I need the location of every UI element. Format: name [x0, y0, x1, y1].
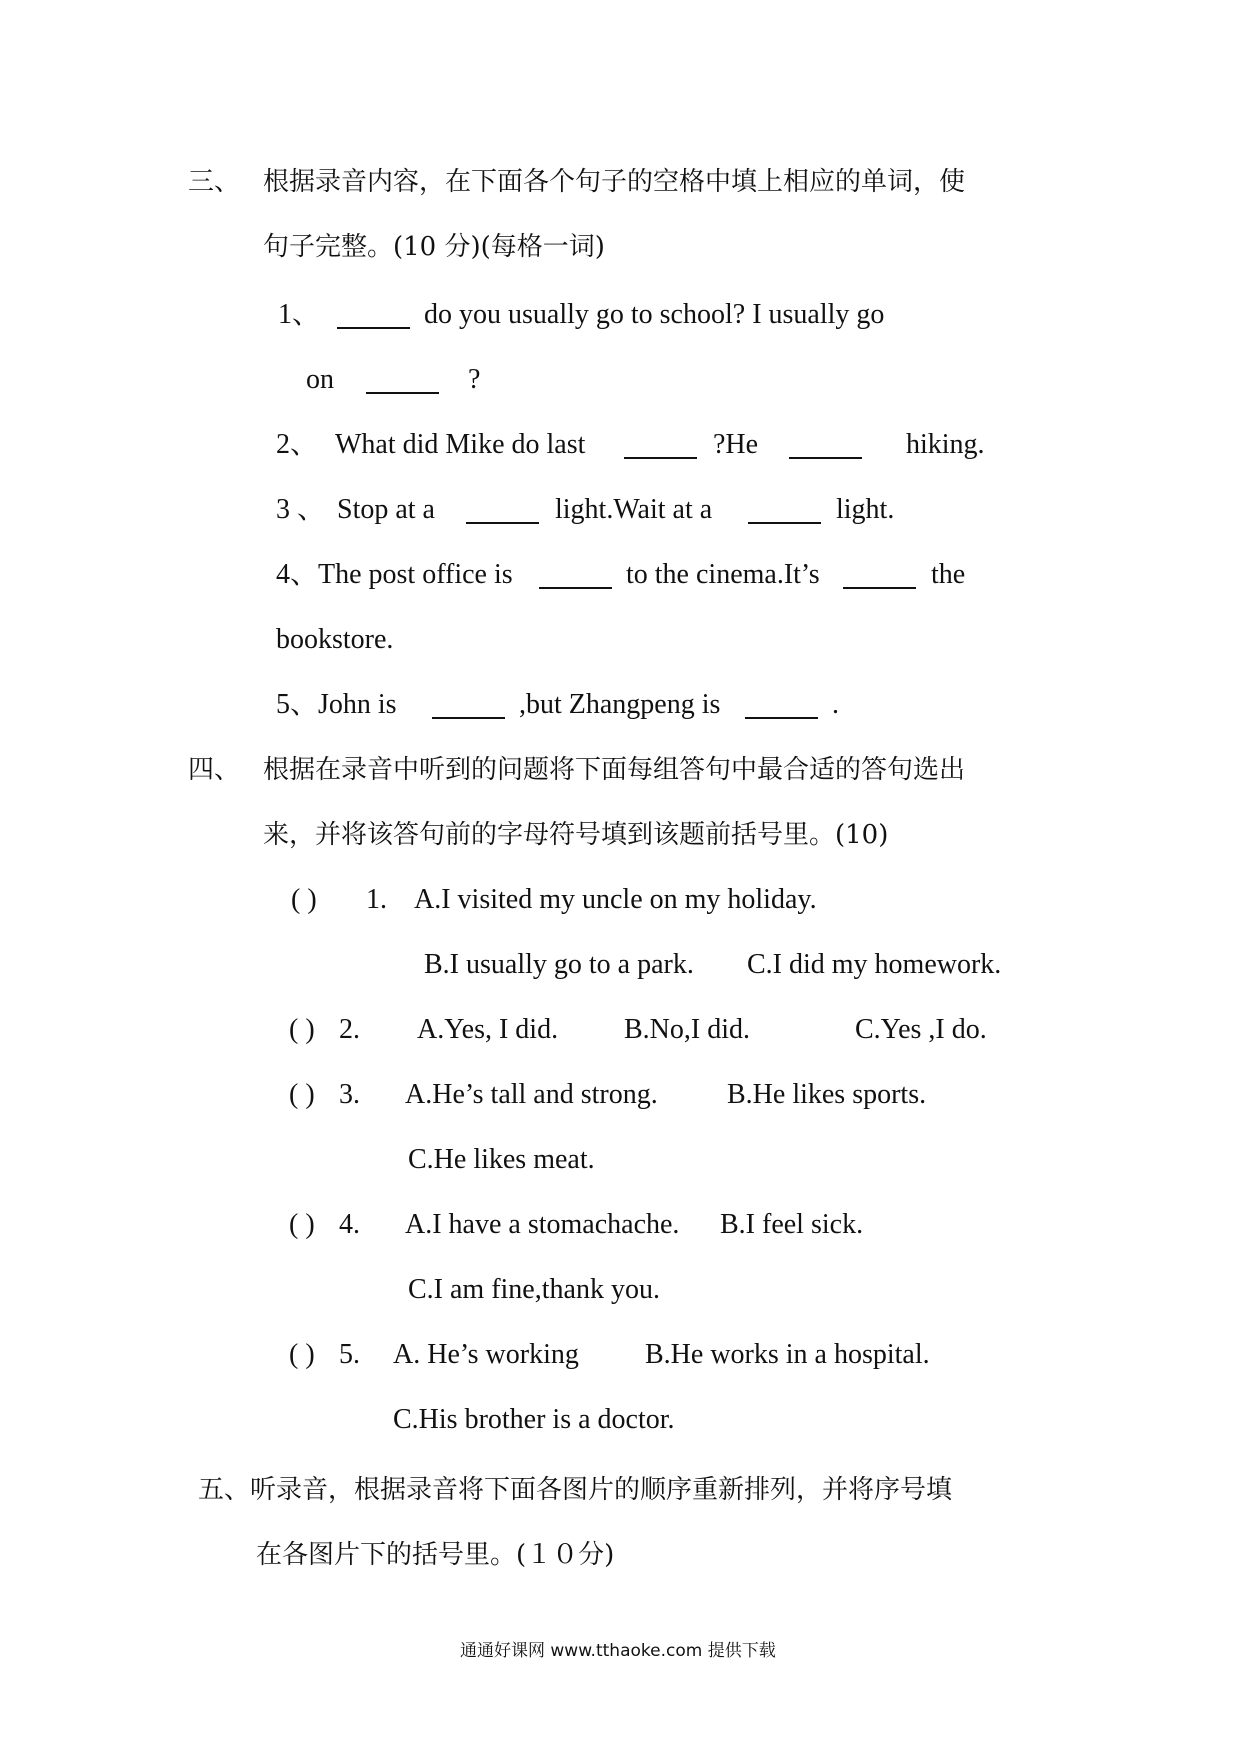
- section4-number: 四、: [188, 755, 241, 785]
- s4-q5-answer-paren[interactable]: ( ): [289, 1339, 315, 1370]
- s4-q1-option-c: C.I did my homework.: [747, 949, 1002, 980]
- s4-q2-option-b: B.No,I did.: [624, 1014, 750, 1045]
- s3-q4-text-a: 4、The post office is: [276, 559, 513, 590]
- s3-q2-blank-2[interactable]: [789, 457, 862, 459]
- s4-q4-option-c: C.I am fine,thank you.: [408, 1274, 660, 1305]
- s4-q4-option-a: A.I have a stomachache.: [405, 1209, 680, 1240]
- s3-q4-blank-2[interactable]: [843, 587, 916, 589]
- s3-q2-text-c: hiking.: [906, 429, 985, 460]
- s4-q1-option-a: A.I visited my uncle on my holiday.: [414, 884, 817, 915]
- s3-q3-text-b: light.Wait at a: [555, 494, 713, 525]
- s4-q4-answer-paren[interactable]: ( ): [289, 1209, 315, 1240]
- s3-q1-cont-qmark: ?: [468, 364, 481, 395]
- s4-q2-answer-paren[interactable]: ( ): [289, 1014, 315, 1045]
- s4-q1-option-b: B.I usually go to a park.: [424, 949, 694, 980]
- s4-q3-option-a: A.He’s tall and strong.: [405, 1079, 658, 1110]
- section3-instruction-line1: 根据录音内容，在下面各个句子的空格中填上相应的单词，使: [263, 167, 966, 197]
- s3-q2-number: 2、: [276, 429, 319, 460]
- s4-q3-option-b: B.He likes sports.: [727, 1079, 927, 1110]
- s3-q1-number: 1、: [278, 299, 321, 330]
- s4-q5-option-a: A. He’s working: [393, 1339, 579, 1370]
- s3-q3-text-a: Stop at a: [337, 494, 435, 525]
- s3-q2-text-a: What did Mike do last: [335, 429, 586, 460]
- s3-q3-blank-2[interactable]: [748, 522, 821, 524]
- s3-q5-text-b: ,but Zhangpeng is: [519, 689, 721, 720]
- section4-instruction-line1: 根据在录音中听到的问题将下面每组答句中最合适的答句选出: [263, 755, 966, 785]
- s3-q4-text-c: the: [931, 559, 966, 590]
- s4-q3-option-c: C.He likes meat.: [408, 1144, 595, 1175]
- s4-q5-option-b: B.He works in a hospital.: [645, 1339, 930, 1370]
- s3-q5-blank-1[interactable]: [432, 717, 505, 719]
- s4-q2-option-a: A.Yes, I did.: [417, 1014, 559, 1045]
- section5-instruction-line1: 五、听录音，根据录音将下面各图片的顺序重新排列，并将序号填: [198, 1475, 953, 1505]
- s3-q4-blank-1[interactable]: [539, 587, 612, 589]
- s3-q1-blank-2[interactable]: [366, 392, 439, 394]
- s3-q1-blank-1[interactable]: [337, 327, 410, 329]
- s4-q5-number: 5.: [339, 1339, 360, 1370]
- s4-q5-option-c: C.His brother is a doctor.: [393, 1404, 675, 1435]
- s4-q4-option-b: B.I feel sick.: [720, 1209, 864, 1240]
- s4-q4-number: 4.: [339, 1209, 360, 1240]
- s4-q1-number: 1.: [366, 884, 387, 915]
- s3-q4-cont: bookstore.: [276, 624, 394, 655]
- footer-watermark: 通通好课网 www.tthaoke.com 提供下载: [460, 1641, 776, 1661]
- s3-q5-text-c: .: [832, 689, 839, 720]
- s3-q2-text-b: ?He: [713, 429, 759, 460]
- s3-q4-text-b: to the cinema.It’s: [626, 559, 820, 590]
- s3-q3-text-c: light.: [836, 494, 895, 525]
- s3-q5-text-a: 5、John is: [276, 689, 397, 720]
- s3-q3-number: 3 、: [276, 494, 326, 525]
- s4-q1-answer-paren[interactable]: ( ): [291, 884, 317, 915]
- s4-q3-number: 3.: [339, 1079, 360, 1110]
- section3-instruction-line2: 句子完整。(10 分)(每格一词): [263, 232, 605, 262]
- s4-q3-answer-paren[interactable]: ( ): [289, 1079, 315, 1110]
- s4-q2-number: 2.: [339, 1014, 360, 1045]
- s3-q1-text: do you usually go to school? I usually go: [424, 299, 885, 330]
- s4-q2-option-c: C.Yes ,I do.: [855, 1014, 987, 1045]
- s3-q1-cont-on: on: [306, 364, 334, 395]
- section3-number: 三、: [188, 167, 241, 197]
- s3-q3-blank-1[interactable]: [466, 522, 539, 524]
- s3-q2-blank-1[interactable]: [624, 457, 697, 459]
- s3-q5-blank-2[interactable]: [745, 717, 818, 719]
- section4-instruction-line2: 来，并将该答句前的字母符号填到该题前括号里。(10): [263, 820, 889, 850]
- section5-instruction-line2: 在各图片下的括号里。(１０分): [256, 1540, 615, 1570]
